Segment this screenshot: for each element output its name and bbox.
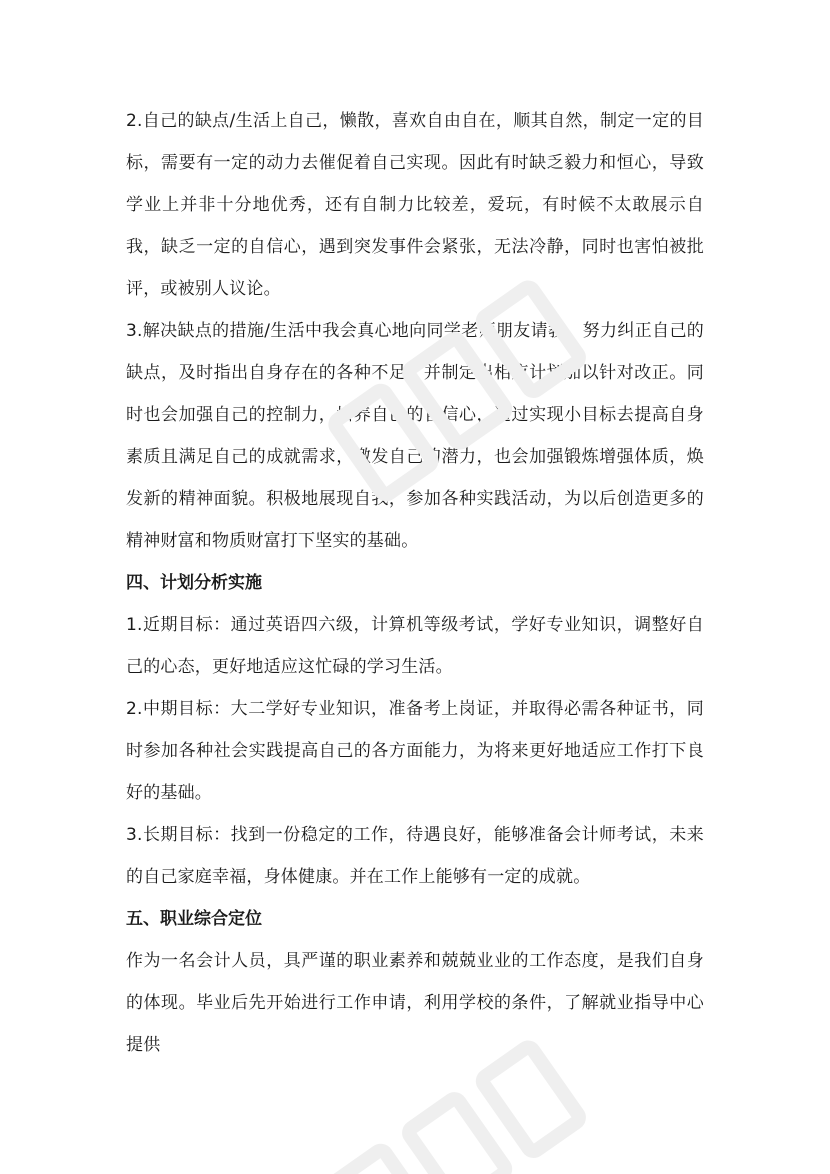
paragraph-positioning: 作为一名会计人员，具严谨的职业素养和兢兢业业的工作态度，是我们自身的体现。毕业后先开始进行工作申请，利用学校的条件，了解就业指导中心提供 <box>126 951 704 1055</box>
section-heading-positioning: 五、职业综合定位 <box>126 909 262 929</box>
paragraph-long-term-goal: 3.长期目标：找到一份稳定的工作，待遇良好，能够准备会计师考试，未来的自己家庭幸福，身体健康。并在工作上能够有一定的成就。 <box>126 825 704 887</box>
paragraph-weakness: 2.自己的缺点/生活上自己，懒散，喜欢自由自在，顺其自然，制定一定的目标，需要有一定的动力去催促着自己实现。因此有时缺乏毅力和恒心，导致学业上并非十分地优秀，还有自制力比较差，爱玩，有时候不太敢展示自我，缺乏一定的自信心，遇到突发事件会紧张，无法冷静，同时也害怕被批评，或被别人议论。 <box>126 111 704 299</box>
section-heading-plan: 四、计划分析实施 <box>126 573 262 593</box>
paragraph-short-term-goal: 1.近期目标：通过英语四六级，计算机等级考试，学好专业知识，调整好自己的心态，更好地适应这忙碌的学习生活。 <box>126 615 704 677</box>
paragraph-solutions: 3.解决缺点的措施/生活中我会真心地向同学老师朋友请教，努力纠正自己的缺点，及时指出自身存在的各种不足，并制定出相应计划加以针对改正。同时也会加强自己的控制力，培养自己的自信心，通过实现小目标去提高自身素质且满足自己的成就需求，激发自己的潜力，也会加强锻炼增强体质，焕发新的精神面貌。积极地展现自我，参加各种实践活动，为以后创造更多的精神财富和物质财富打下坚实的基础。 <box>126 321 704 551</box>
paragraph-mid-term-goal: 2.中期目标：大二学好专业知识，准备考上岗证，并取得必需各种证书，同时参加各种社会实践提高自己的各方面能力，为将来更好地适应工作打下良好的基础。 <box>126 699 704 803</box>
document-page <box>126 100 704 1066</box>
